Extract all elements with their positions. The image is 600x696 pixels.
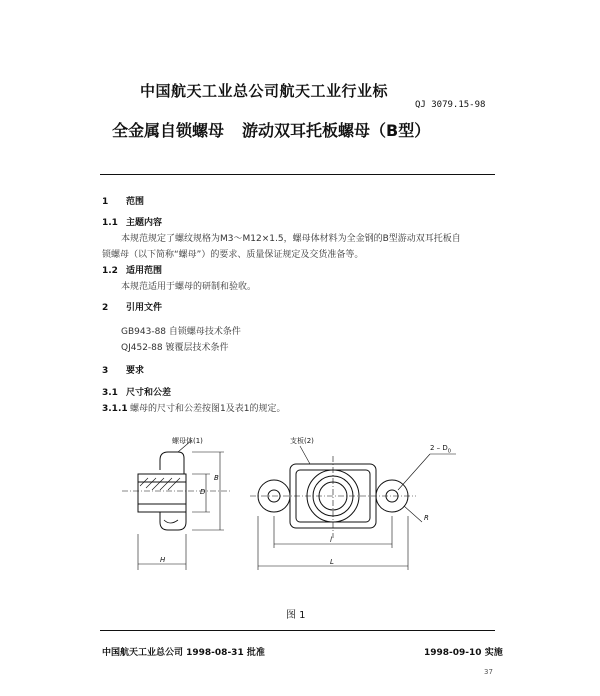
side-view bbox=[122, 440, 230, 570]
dimension-L: L bbox=[330, 558, 334, 566]
issuing-organization: 中国航天工业总公司航天工业行业标 bbox=[140, 82, 389, 100]
label-nut-body: 螺母体(1) bbox=[172, 437, 203, 445]
section-3-heading: 3 要求 bbox=[102, 366, 145, 376]
dimension-D: D bbox=[200, 488, 206, 496]
figure-1-drawing bbox=[100, 430, 520, 600]
approval-line: 中国航天工业总公司 1998-08-31 批准 bbox=[102, 648, 265, 658]
section-1-1-line-1: 本规范规定了螺纹规格为M3～M12×1.5，螺母体材料为全金钢的B型游动双耳托板自 bbox=[121, 234, 461, 244]
dimension-l: l bbox=[330, 536, 332, 544]
document-title bbox=[112, 118, 430, 141]
section-1-2-heading: 1.2 适用范围 bbox=[102, 266, 163, 276]
label-bracket: 支板(2) bbox=[290, 437, 314, 445]
title-part-2: 游动双耳托板螺母（B型） bbox=[242, 121, 431, 140]
reference-1: GB943-88 自锁螺母技术条件 bbox=[121, 327, 241, 337]
section-1-2-line-1: 本规范适用于螺母的研制和验收。 bbox=[121, 282, 257, 292]
label-2-d0: $2 - D_0$ bbox=[430, 444, 451, 455]
footer-rule bbox=[100, 630, 495, 631]
dimension-B: B bbox=[214, 474, 219, 482]
section-3-1-1-text: 3.1.1 螺母的尺寸和公差按图1及表1的规定。 bbox=[102, 404, 286, 414]
reference-2: QJ452-88 镀覆层技术条件 bbox=[121, 343, 229, 353]
section-2-heading: 2 引用文件 bbox=[102, 303, 163, 313]
dimension-H: H bbox=[160, 556, 166, 564]
standard-code: QJ 3079.15-98 bbox=[415, 100, 486, 110]
title-part-1: 全金属自锁螺母 bbox=[112, 121, 225, 140]
section-1-1-heading: 1.1 主题内容 bbox=[102, 218, 163, 228]
figure-caption: 图 1 bbox=[286, 610, 306, 621]
implementation-date: 1998-09-10 实施 bbox=[424, 648, 503, 658]
section-1-heading: 1 范围 bbox=[102, 197, 145, 207]
header-rule bbox=[100, 174, 495, 175]
page-number: 37 bbox=[484, 668, 493, 676]
section-1-1-line-2: 锁螺母（以下简称“螺母”）的要求、质量保证规定及交货准备等。 bbox=[102, 250, 364, 260]
top-view bbox=[250, 446, 456, 570]
section-3-1-heading: 3.1 尺寸和公差 bbox=[102, 388, 172, 398]
dimension-R: R bbox=[424, 514, 429, 522]
